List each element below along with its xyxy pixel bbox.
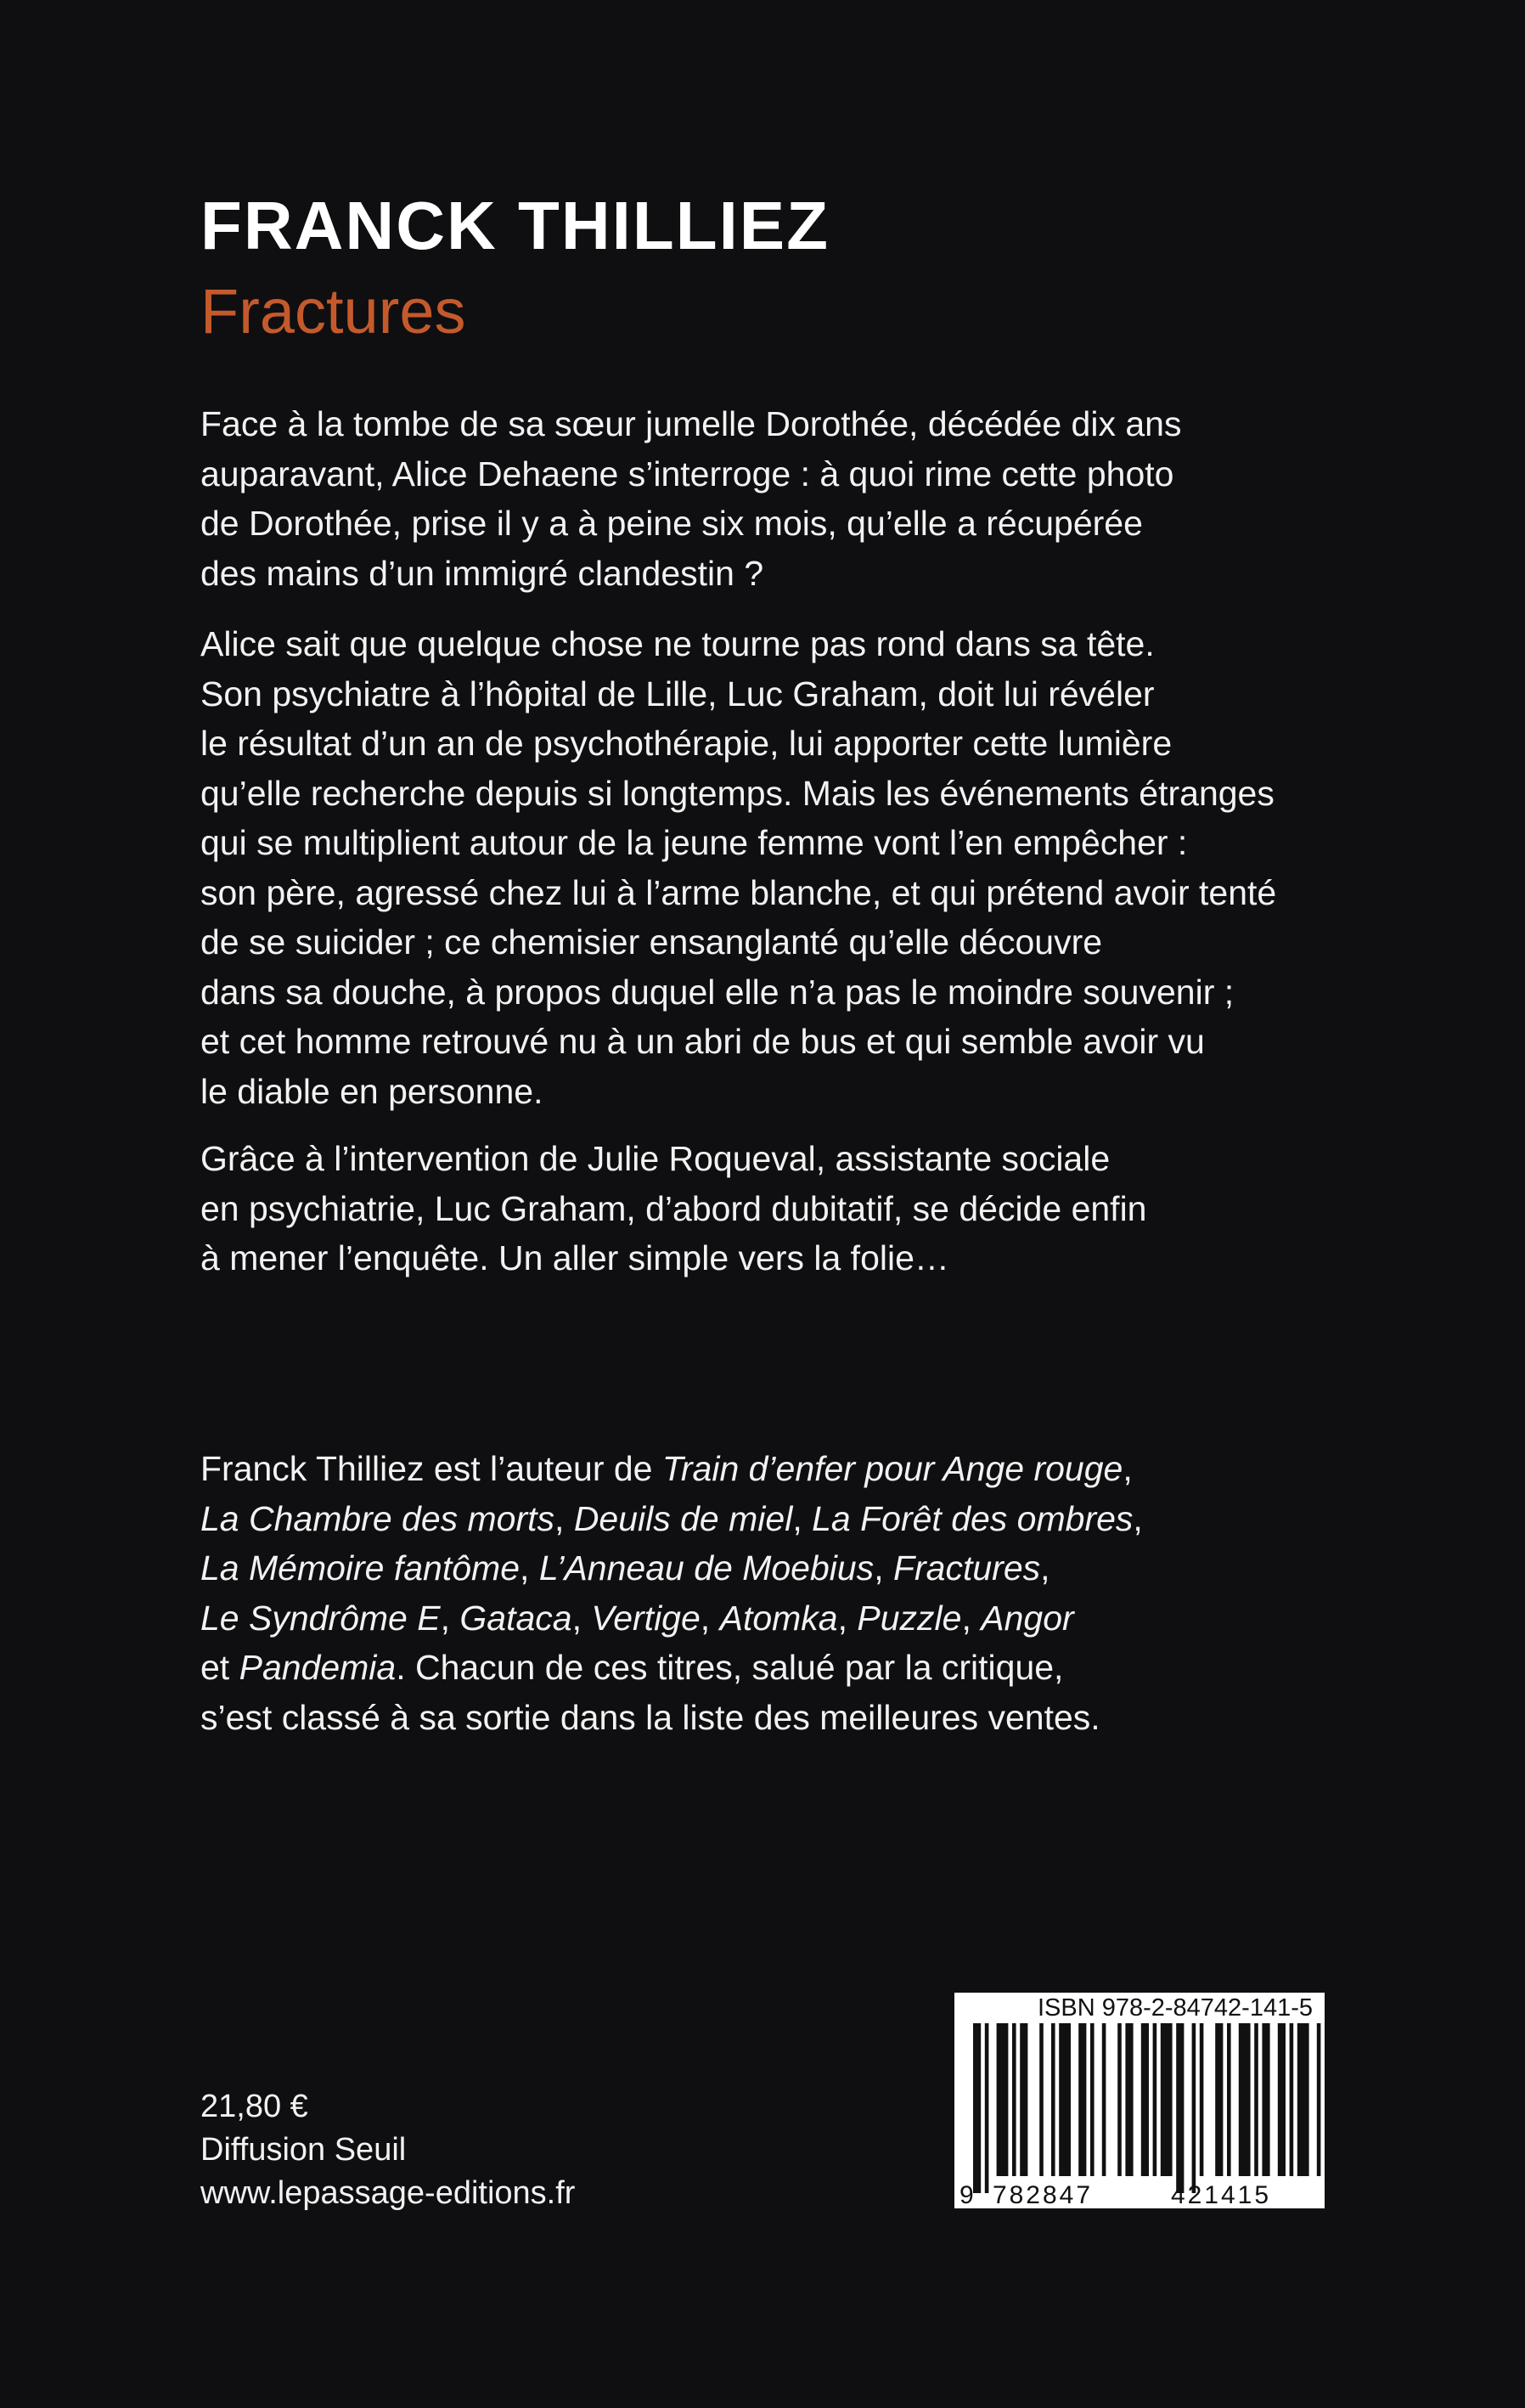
barcode-bar bbox=[1102, 2023, 1106, 2176]
barcode-bar bbox=[1078, 2023, 1086, 2176]
book-puzzle: Puzzle bbox=[857, 1598, 962, 1638]
barcode-bar bbox=[1090, 2023, 1095, 2176]
synopsis-paragraph-2 bbox=[200, 619, 1372, 1116]
book-angor: Angor bbox=[981, 1598, 1074, 1638]
author-name: FRANCK THILLIEZ bbox=[200, 188, 830, 263]
barcode-bar bbox=[1051, 2023, 1055, 2176]
text-line: Grâce à l’intervention de Julie Roqueval, assistante sociale bbox=[200, 1139, 1111, 1178]
barcode-bar bbox=[1278, 2023, 1286, 2176]
bio-separator: , bbox=[554, 1498, 574, 1538]
barcode-bar bbox=[1227, 2023, 1231, 2176]
barcode-bar bbox=[1117, 2023, 1122, 2176]
barcode-bar bbox=[1161, 2023, 1173, 2176]
text-line: le diable en personne. bbox=[200, 1071, 543, 1111]
publisher-info bbox=[200, 2085, 575, 2215]
bio-separator: , bbox=[1040, 1548, 1050, 1587]
barcode-digit-first: 9 bbox=[959, 2181, 974, 2208]
bio-separator: , bbox=[700, 1598, 720, 1638]
price: 21,80 € bbox=[200, 2089, 308, 2124]
book-title: Fractures bbox=[200, 276, 466, 347]
book-fractures: Fractures bbox=[892, 1548, 1041, 1587]
text-line: Alice sait que quelque chose ne tourne pas rond dans sa tête. bbox=[200, 624, 1155, 663]
barcode-bar bbox=[1215, 2023, 1223, 2176]
bio-separator: , bbox=[961, 1598, 982, 1638]
bio-separator: , bbox=[571, 1598, 592, 1638]
text-line: qu’elle recherche depuis si longtemps. Mais les événements étranges bbox=[200, 773, 1275, 813]
barcode-bar bbox=[1141, 2023, 1149, 2176]
text-line: des mains d’un immigré clandestin ? bbox=[200, 553, 764, 593]
barcode-bars bbox=[973, 2023, 1320, 2193]
isbn-label: ISBN 978-2-84742-141-5 bbox=[954, 1993, 1325, 2093]
barcode-bar bbox=[1239, 2023, 1251, 2176]
barcode-bar bbox=[973, 2023, 981, 2193]
barcode-bar bbox=[1200, 2023, 1204, 2176]
text-line: dans sa douche, à propos duquel elle n’a pas le moindre souvenir ; bbox=[200, 972, 1235, 1012]
synopsis-paragraph-3 bbox=[200, 1134, 1372, 1283]
book-memoire-fantome: La Mémoire fantôme bbox=[200, 1548, 521, 1587]
barcode-bar bbox=[1254, 2023, 1258, 2176]
barcode-bar bbox=[1317, 2023, 1321, 2176]
barcode-bar bbox=[1039, 2023, 1044, 2176]
barcode-bar bbox=[1059, 2023, 1071, 2176]
book-syndrome-e: Le Syndrôme E bbox=[200, 1598, 441, 1638]
barcode-graphic bbox=[954, 2023, 1325, 2208]
barcode-bar bbox=[1262, 2023, 1269, 2176]
barcode-bar bbox=[1176, 2023, 1184, 2193]
text-line: Son psychiatre à l’hôpital de Lille, Luc Graham, doit lui révéler bbox=[200, 674, 1155, 713]
publisher-website: www.lepassage-editions.fr bbox=[200, 2175, 576, 2211]
bio-line-1 bbox=[200, 1444, 1372, 1494]
barcode-bar bbox=[1290, 2023, 1294, 2176]
book-vertige: Vertige bbox=[591, 1598, 701, 1638]
bio-line-2 bbox=[200, 1494, 1372, 1544]
bio-intro: Franck Thilliez est l’auteur de bbox=[200, 1449, 662, 1488]
text-line: Face à la tombe de sa sœur jumelle Dorothée, décédée dix ans bbox=[200, 404, 1182, 443]
bio-and: et bbox=[200, 1648, 239, 1687]
bio-line-4 bbox=[200, 1593, 1372, 1644]
barcode-bar bbox=[1125, 2023, 1133, 2176]
book-anneau-de-moebius: L’Anneau de Moebius bbox=[538, 1548, 875, 1587]
barcode bbox=[954, 2023, 1325, 2208]
text-line: de se suicider ; ce chemisier ensanglanté qu’elle découvre bbox=[200, 922, 1103, 962]
book-deuils-de-miel: Deuils de miel bbox=[573, 1498, 793, 1538]
text-line: et cet homme retrouvé nu à un abri de bus et qui semble avoir vu bbox=[200, 1022, 1205, 1061]
bio-separator: , bbox=[440, 1598, 460, 1638]
book-foret-des-ombres: La Forêt des ombres bbox=[812, 1498, 1134, 1538]
book-atomka: Atomka bbox=[719, 1598, 838, 1638]
text-line: de Dorothée, prise il y a à peine six mois, qu’elle a récupérée bbox=[200, 504, 1143, 543]
text-line: qui se multiplient autour de la jeune femme vont l’en empêcher : bbox=[200, 823, 1188, 862]
barcode-digits-right: 421415 bbox=[1170, 2181, 1272, 2208]
barcode-bar bbox=[997, 2023, 1009, 2176]
bio-line-6: s’est classé à sa sortie dans la liste des meilleures ventes. bbox=[200, 1697, 1100, 1737]
bio-separator: , bbox=[520, 1548, 539, 1587]
book-chambre-des-morts: La Chambre des morts bbox=[200, 1498, 555, 1538]
text-line: auparavant, Alice Dehaene s’interroge : à quoi rime cette photo bbox=[200, 454, 1174, 493]
barcode-bar bbox=[1297, 2023, 1309, 2176]
bio-separator: , bbox=[837, 1598, 858, 1638]
bio-line-5 bbox=[200, 1643, 1372, 1693]
barcode-bar bbox=[1192, 2023, 1196, 2193]
text-line: à mener l’enquête. Un aller simple vers la folie… bbox=[200, 1238, 949, 1277]
bio-separator: , bbox=[792, 1498, 813, 1538]
book-pandemia: Pandemia bbox=[239, 1648, 397, 1687]
book-train-denfer: Train d’enfer pour Ange rouge bbox=[661, 1449, 1123, 1488]
barcode-bar bbox=[1012, 2023, 1016, 2176]
distributor: Diffusion Seuil bbox=[200, 2132, 407, 2168]
bio-line-3 bbox=[200, 1543, 1372, 1593]
text-line: le résultat d’un an de psychothérapie, lui apporter cette lumière bbox=[200, 724, 1173, 763]
author-bio bbox=[200, 1444, 1372, 1742]
barcode-bar bbox=[985, 2023, 989, 2193]
bio-separator: , bbox=[1123, 1449, 1133, 1488]
barcode-bar bbox=[1153, 2023, 1157, 2176]
barcode-bar bbox=[1020, 2023, 1027, 2176]
bio-separator: , bbox=[874, 1548, 893, 1587]
synopsis-paragraph-1 bbox=[200, 399, 1372, 598]
text-line: son père, agressé chez lui à l’arme blanche, et qui prétend avoir tenté bbox=[200, 872, 1277, 912]
book-gataca: Gataca bbox=[459, 1598, 572, 1638]
text-line: en psychiatrie, Luc Graham, d’abord dubitatif, se décide enfin bbox=[200, 1188, 1147, 1228]
barcode-digits-left: 782847 bbox=[992, 2181, 1094, 2208]
bio-separator: , bbox=[1133, 1498, 1143, 1538]
bio-outro-1: . Chacun de ces titres, salué par la critique, bbox=[396, 1648, 1064, 1687]
